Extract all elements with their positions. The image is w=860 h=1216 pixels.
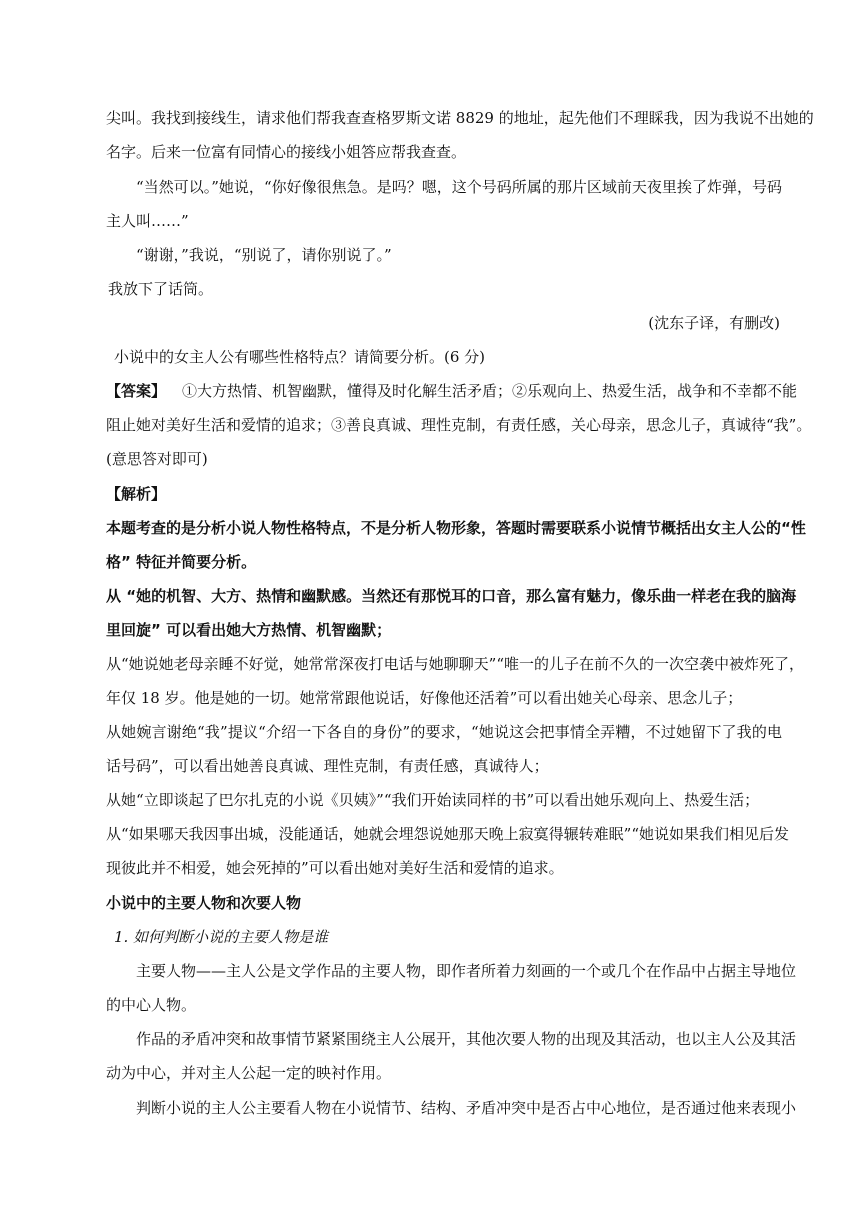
analysis-d-line-2: 话号码”，可以看出她善良真诚、理性克制，有责任感，真诚待人；: [106, 757, 549, 775]
section-paragraph-2-line-1: 作品的矛盾冲突和故事情节紧紧围绕主人公展开，其他次要人物的出现及其活动，也以主人公及其活: [136, 1030, 797, 1048]
analysis-e-line-1: 从她“立即谈起了巴尔扎克的小说《贝姨》”“我们开始读同样的书”可以看出她乐观向上、热爱生活；: [106, 791, 760, 809]
section-subheading: 1. 如何判断小说的主要人物是谁: [114, 928, 329, 946]
answer-line-1: ①大方热情、机智幽默，懂得及时化解生活矛盾；②乐观向上、热爱生活，战争和不幸都不能: [182, 382, 798, 400]
section-paragraph-2-line-2: 动为中心，并对主人公起一定的映衬作用。: [106, 1064, 392, 1082]
story-paragraph-1-line-2: 名字。后来一位富有同情心的接线小姐答应帮我查查。: [106, 143, 467, 161]
analysis-c-line-1: 从“她说她老母亲睡不好觉，她常常深夜打电话与她聊聊天”“唯一的儿子在前不久的一次空袭中被炸死了，: [106, 655, 805, 673]
analysis-bold-line-3: 从 “她的机智、大方、热情和幽默感。当然还有那悦耳的口音，那么富有魅力，像乐曲一样老在我的脑海: [106, 587, 797, 605]
story-paragraph-4: 我放下了话筒。: [108, 280, 214, 298]
story-paragraph-2-line-2: 主人叫……”: [106, 212, 189, 230]
answer-line-3: (意思答对即可): [106, 450, 208, 468]
analysis-label: 【解析】: [106, 485, 167, 503]
story-paragraph-3: “谢谢，”我说，“别说了，请你别说了。”: [136, 246, 392, 264]
analysis-d-line-1: 从她婉言谢绝“我”提议“介绍一下各自的身份”的要求，“她说这会把事情全弄糟，不过她留下了我的电: [106, 723, 782, 741]
section-heading: 小说中的主要人物和次要人物: [106, 894, 302, 912]
story-paragraph-2-line-1: “当然可以。”她说，“你好像很焦急。是吗？嗯，这个号码所属的那片区域前天夜里挨了炸弹，号码: [136, 178, 782, 196]
story-source: (沈东子译，有删改): [648, 314, 780, 332]
analysis-bold-line-1: 本题考查的是分析小说人物性格特点，不是分析人物形象，答题时需要联系小说情节概括出女主人公的“性: [106, 519, 806, 537]
analysis-bold-line-4: 里回旋” 可以看出她大方热情、机智幽默；: [106, 621, 392, 639]
analysis-c-line-2: 年仅 18 岁。他是她的一切。她常常跟他说话，好像他还活着”可以看出她关心母亲、思念儿子；: [106, 689, 743, 707]
story-paragraph-1-line-1: 尖叫。我找到接线生，请求他们帮我查查格罗斯文诺 8829 的地址，起先他们不理睬我，因为我说不出她的: [106, 109, 814, 127]
section-paragraph-1-line-1: 主要人物——主人公是文学作品的主要人物，即作者所着力刻画的一个或几个在作品中占据主导地位: [136, 962, 797, 980]
question-text: 小说中的女主人公有哪些性格特点？请简要分析。(6 分): [114, 348, 486, 366]
answer-line-2: 阻止她对美好生活和爱情的追求；③善良真诚、理性克制，有责任感，关心母亲，思念儿子，真诚待“我”。: [106, 416, 812, 434]
analysis-bold-line-2: 格” 特征并简要分析。: [106, 553, 257, 571]
analysis-f-line-2: 现彼此并不相爱，她会死掉的”可以看出她对美好生活和爱情的追求。: [106, 859, 564, 877]
section-paragraph-1-line-2: 的中心人物。: [106, 996, 197, 1014]
analysis-f-line-1: 从“如果哪天我因事出城，没能通话，她就会埋怨说她那天晚上寂寞得辗转难眠”“她说如果我们相见后发: [106, 825, 790, 843]
section-paragraph-3-line-1: 判断小说的主人公主要看人物在小说情节、结构、矛盾冲突中是否占中心地位，是否通过他来表现小: [136, 1099, 797, 1117]
answer-label: 【答案】: [106, 382, 167, 400]
